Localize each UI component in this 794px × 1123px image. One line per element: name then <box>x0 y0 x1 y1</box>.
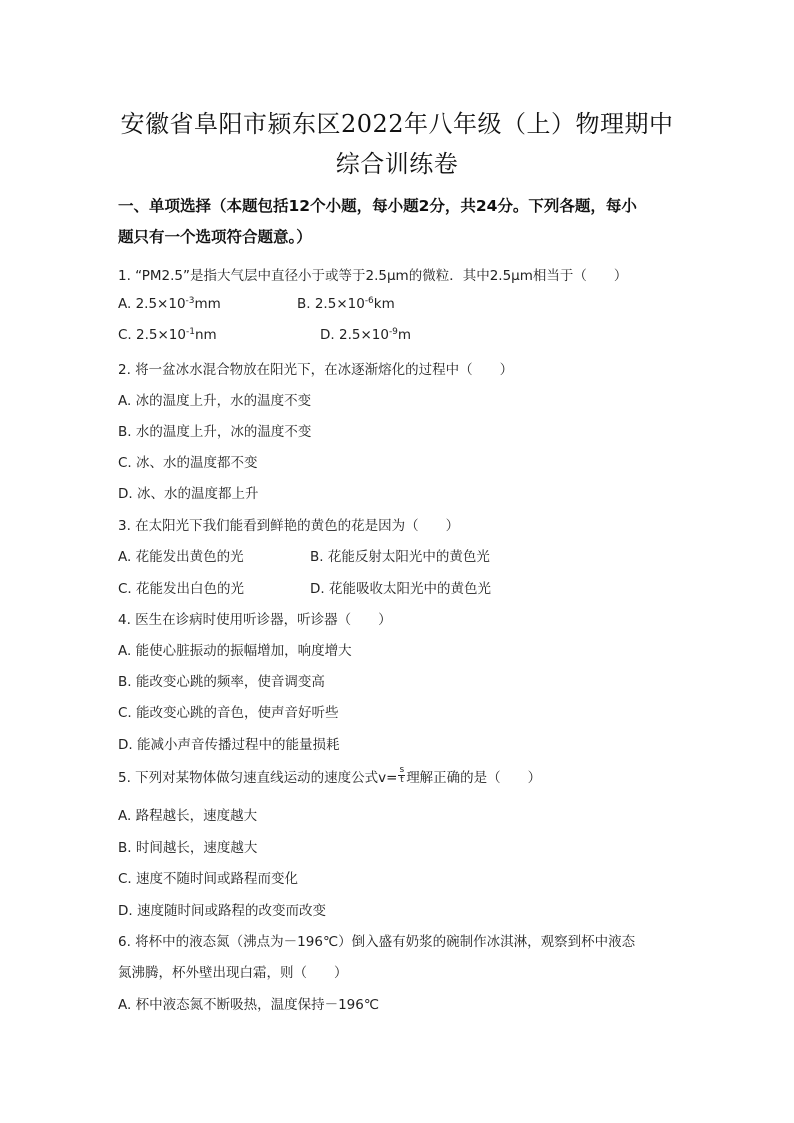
question-6-stem-line2: 氮沸腾，杯外壁出现白霜，则（ ） <box>118 965 348 981</box>
section-heading-line1: 一、单项选择（本题包括12个小题，每小题2分，共24分。下列各题，每小 <box>118 197 637 215</box>
question-1-option-c: C. $2.5\times 10^{-1}nm$ <box>118 327 217 343</box>
exam-title-line1: 安徽省阜阳市颍东区2022年八年级（上）物理期中 <box>120 110 674 138</box>
question-2-option-a: A. 冰的温度上升，水的温度不变 <box>118 393 312 409</box>
question-5-option-c: C. 速度不随时间或路程而变化 <box>118 871 299 887</box>
question-4-option-a: A. 能使心脏振动的振幅增加，响度增大 <box>118 643 352 659</box>
question-3-option-b: B. 花能反射太阳光中的黄色光 <box>310 549 490 565</box>
question-3-stem: 3. 在太阳光下我们能看到鲜艳的黄色的花是因为（ ） <box>118 518 460 534</box>
question-1-option-d: D. $2.5\times 10^{-9}m$ <box>320 327 412 343</box>
question-6-option-a: A. 杯中液态氮不断吸热，温度保持－196℃ <box>118 997 380 1013</box>
question-4-option-c: C. 能改变心跳的音色，使声音好听些 <box>118 705 339 721</box>
question-5-option-d: D. 速度随时间或路程的改变而改变 <box>118 903 326 919</box>
section-heading-line2: 题只有一个选项符合题意。） <box>118 228 312 246</box>
question-1-option-a: A. $2.5\times 10^{-3}mm$ <box>118 296 221 312</box>
question-5-stem: 5. 下列对某物体做匀速直线运动的速度公式v= $\frac{s}{t}$ 理解正确的是（ ） <box>118 764 542 786</box>
question-1-stem: 1. “PM2.5”是指大气层中直径小于或等于2.5μm的微粒．其中2.5μm相当于（ ） <box>118 268 628 284</box>
question-3-option-c: C. 花能发出白色的光 <box>118 581 245 597</box>
question-2-stem: 2. 将一盆冰水混合物放在阳光下，在冰逐渐熔化的过程中（ ） <box>118 362 514 378</box>
question-3-option-d: D. 花能吸收太阳光中的黄色光 <box>310 581 491 597</box>
question-2-option-b: B. 水的温度上升，冰的温度不变 <box>118 424 312 440</box>
question-2-option-d: D. 冰、水的温度都上升 <box>118 486 259 502</box>
question-4-option-d: D. 能减小声音传播过程中的能量损耗 <box>118 737 340 753</box>
question-5-option-b: B. 时间越长，速度越大 <box>118 840 258 856</box>
question-5-option-a: A. 路程越长，速度越大 <box>118 808 258 824</box>
question-2-option-c: C. 冰、水的温度都不变 <box>118 455 258 471</box>
speed-formula-fraction: $\frac{s}{t}$ <box>399 764 405 785</box>
question-6-stem-line1: 6. 将杯中的液态氮（沸点为－196℃）倒入盛有奶浆的碗制作冰淇淋，观察到杯中液态 <box>118 934 636 950</box>
question-3-option-a: A. 花能发出黄色的光 <box>118 549 244 565</box>
exam-title-line2: 综合训练卷 <box>335 150 459 178</box>
question-4-option-b: B. 能改变心跳的频率，使音调变高 <box>118 674 325 690</box>
question-1-option-b: B. $2.5\times 10^{-6}km$ <box>297 296 395 312</box>
question-4-stem: 4. 医生在诊病时使用听诊器，听诊器（ ） <box>118 612 392 628</box>
